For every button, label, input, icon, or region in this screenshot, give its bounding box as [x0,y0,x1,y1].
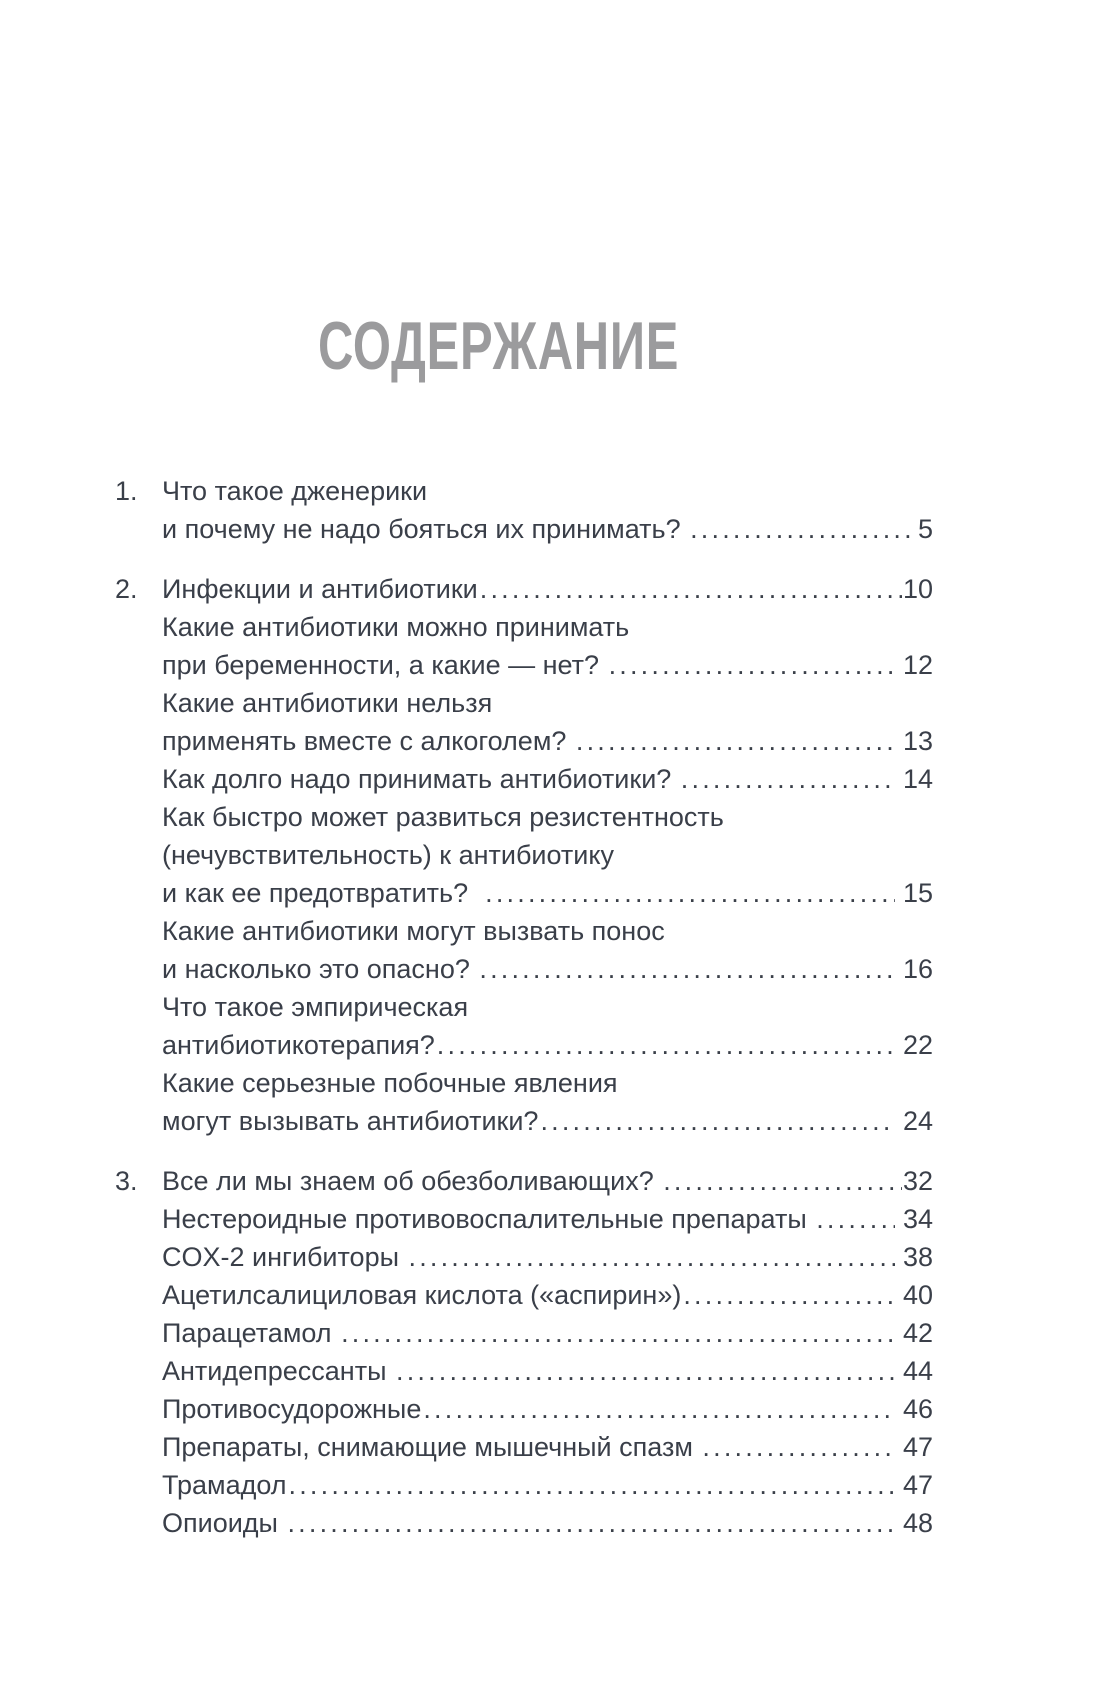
toc-item-text: Противосудорожные [162,1394,422,1424]
chapter-line [115,472,933,510]
toc-item-text: Что такое эмпирическая [162,992,469,1022]
toc-section [115,1162,933,1542]
dot-leader [576,722,895,760]
dot-leader [437,1026,895,1064]
dot-leader [479,950,895,988]
toc-item-text: Как быстро может развиться резистентность [162,802,724,832]
toc-item-line [115,1238,933,1276]
page-number: 12 [902,650,933,680]
toc-item-text: антибиотикотерапия? [162,1030,435,1060]
toc-item-line [115,646,933,684]
page-number: 40 [902,1280,933,1310]
toc-item-text: Парацетамол [162,1318,340,1348]
chapter-title-text: Все ли мы знаем об обезболивающих? [162,1166,662,1196]
toc-item-line [115,798,933,836]
toc-item-text: Антидепрессанты [162,1356,394,1386]
toc-item-text: при беременности, а какие — нет? [162,650,607,680]
chapter-number: 1. [115,476,138,506]
dot-leader [690,510,917,548]
dot-leader [683,1276,895,1314]
toc-item-line [115,988,933,1026]
toc-item-line [115,1200,933,1238]
chapter-title-text: Что такое дженерики [162,476,428,506]
page-title: СОДЕРЖАНИЕ [318,308,680,384]
toc-item-line [115,912,933,950]
toc-item-text: Какие антибиотики можно принимать [162,612,630,642]
toc-item-line [115,1026,933,1064]
toc-item-line [115,874,933,912]
dot-leader [287,1504,894,1542]
toc-item-text: Опиоиды [162,1508,286,1538]
dot-leader [423,1390,895,1428]
toc-section [115,570,933,1140]
page-number: 47 [902,1432,933,1462]
page-number: 16 [902,954,933,984]
toc-item-line [115,1352,933,1390]
page-number: 15 [902,878,933,908]
dot-leader [485,874,895,912]
toc-item-text: применять вместе с алкоголем? [162,726,574,756]
dot-leader [396,1352,895,1390]
toc-item-text: COX-2 ингибиторы [162,1242,407,1272]
dot-leader [702,1428,895,1466]
toc-item-text: Какие серьезные побочные явления [162,1068,618,1098]
page-number: 38 [902,1242,933,1272]
toc-item-text: Как долго надо принимать антибиотики? [162,764,679,794]
toc-item-line [115,1102,933,1140]
dot-leader [341,1314,895,1352]
toc-item-text: Препараты, снимающие мышечный спазм [162,1432,701,1462]
toc-item-text: могут вызывать антибиотики? [162,1106,539,1136]
toc-item-line [115,684,933,722]
page-number: 44 [902,1356,933,1386]
chapter-title-text: Инфекции и антибиотики [162,574,478,604]
toc-item-text: Какие антибиотики нельзя [162,688,493,718]
page-number: 47 [902,1470,933,1500]
toc-item-text: Ацетилсалициловая кислота («аспирин») [162,1280,682,1310]
chapter-line [115,570,933,608]
toc-item-line [115,1276,933,1314]
dot-leader [409,1238,895,1276]
toc-item-text: и как ее предотвратить? [162,878,484,908]
page-number: 14 [902,764,933,794]
toc-item-line [115,1428,933,1466]
toc-item-text: Нестероидные противовоспалительные препараты [162,1204,815,1234]
toc-item-text: Трамадол [162,1470,287,1500]
toc-item-text: и насколько это опасно? [162,954,478,984]
toc-item-line [115,608,933,646]
page-number: 48 [902,1508,933,1538]
toc-item-line [115,950,933,988]
chapter-line [115,510,933,548]
toc-item-text: Какие антибиотики могут вызвать понос [162,916,665,946]
dot-leader [816,1200,895,1238]
toc-item-line [115,1314,933,1352]
chapter-number: 2. [115,574,138,604]
page-number: 32 [902,1166,933,1196]
dot-leader [289,1466,895,1504]
page-number: 34 [902,1204,933,1234]
toc-item-line [115,1466,933,1504]
page-number: 5 [917,514,933,544]
toc-item-line [115,836,933,874]
page-number: 46 [902,1394,933,1424]
toc-item-line [115,1390,933,1428]
page-number: 10 [902,574,933,604]
dot-leader [609,646,895,684]
toc-section [115,472,933,548]
page-number: 42 [902,1318,933,1348]
chapter-title-text: и почему не надо бояться их принимать? [162,514,689,544]
page-number: 13 [902,726,933,756]
toc-item-line [115,1064,933,1102]
toc-item-line [115,760,933,798]
toc-content [115,0,933,1542]
dot-leader [480,570,902,608]
dot-leader [663,1162,902,1200]
page-number: 22 [902,1030,933,1060]
toc-item-line [115,722,933,760]
dot-leader [540,1102,895,1140]
page-number: 24 [902,1106,933,1136]
chapter-line [115,1162,933,1200]
toc-item-line [115,1504,933,1542]
dot-leader [681,760,895,798]
toc-item-text: (нечувствительность) к антибиотику [162,840,614,870]
chapter-number: 3. [115,1166,138,1196]
table-of-contents [115,472,933,1542]
